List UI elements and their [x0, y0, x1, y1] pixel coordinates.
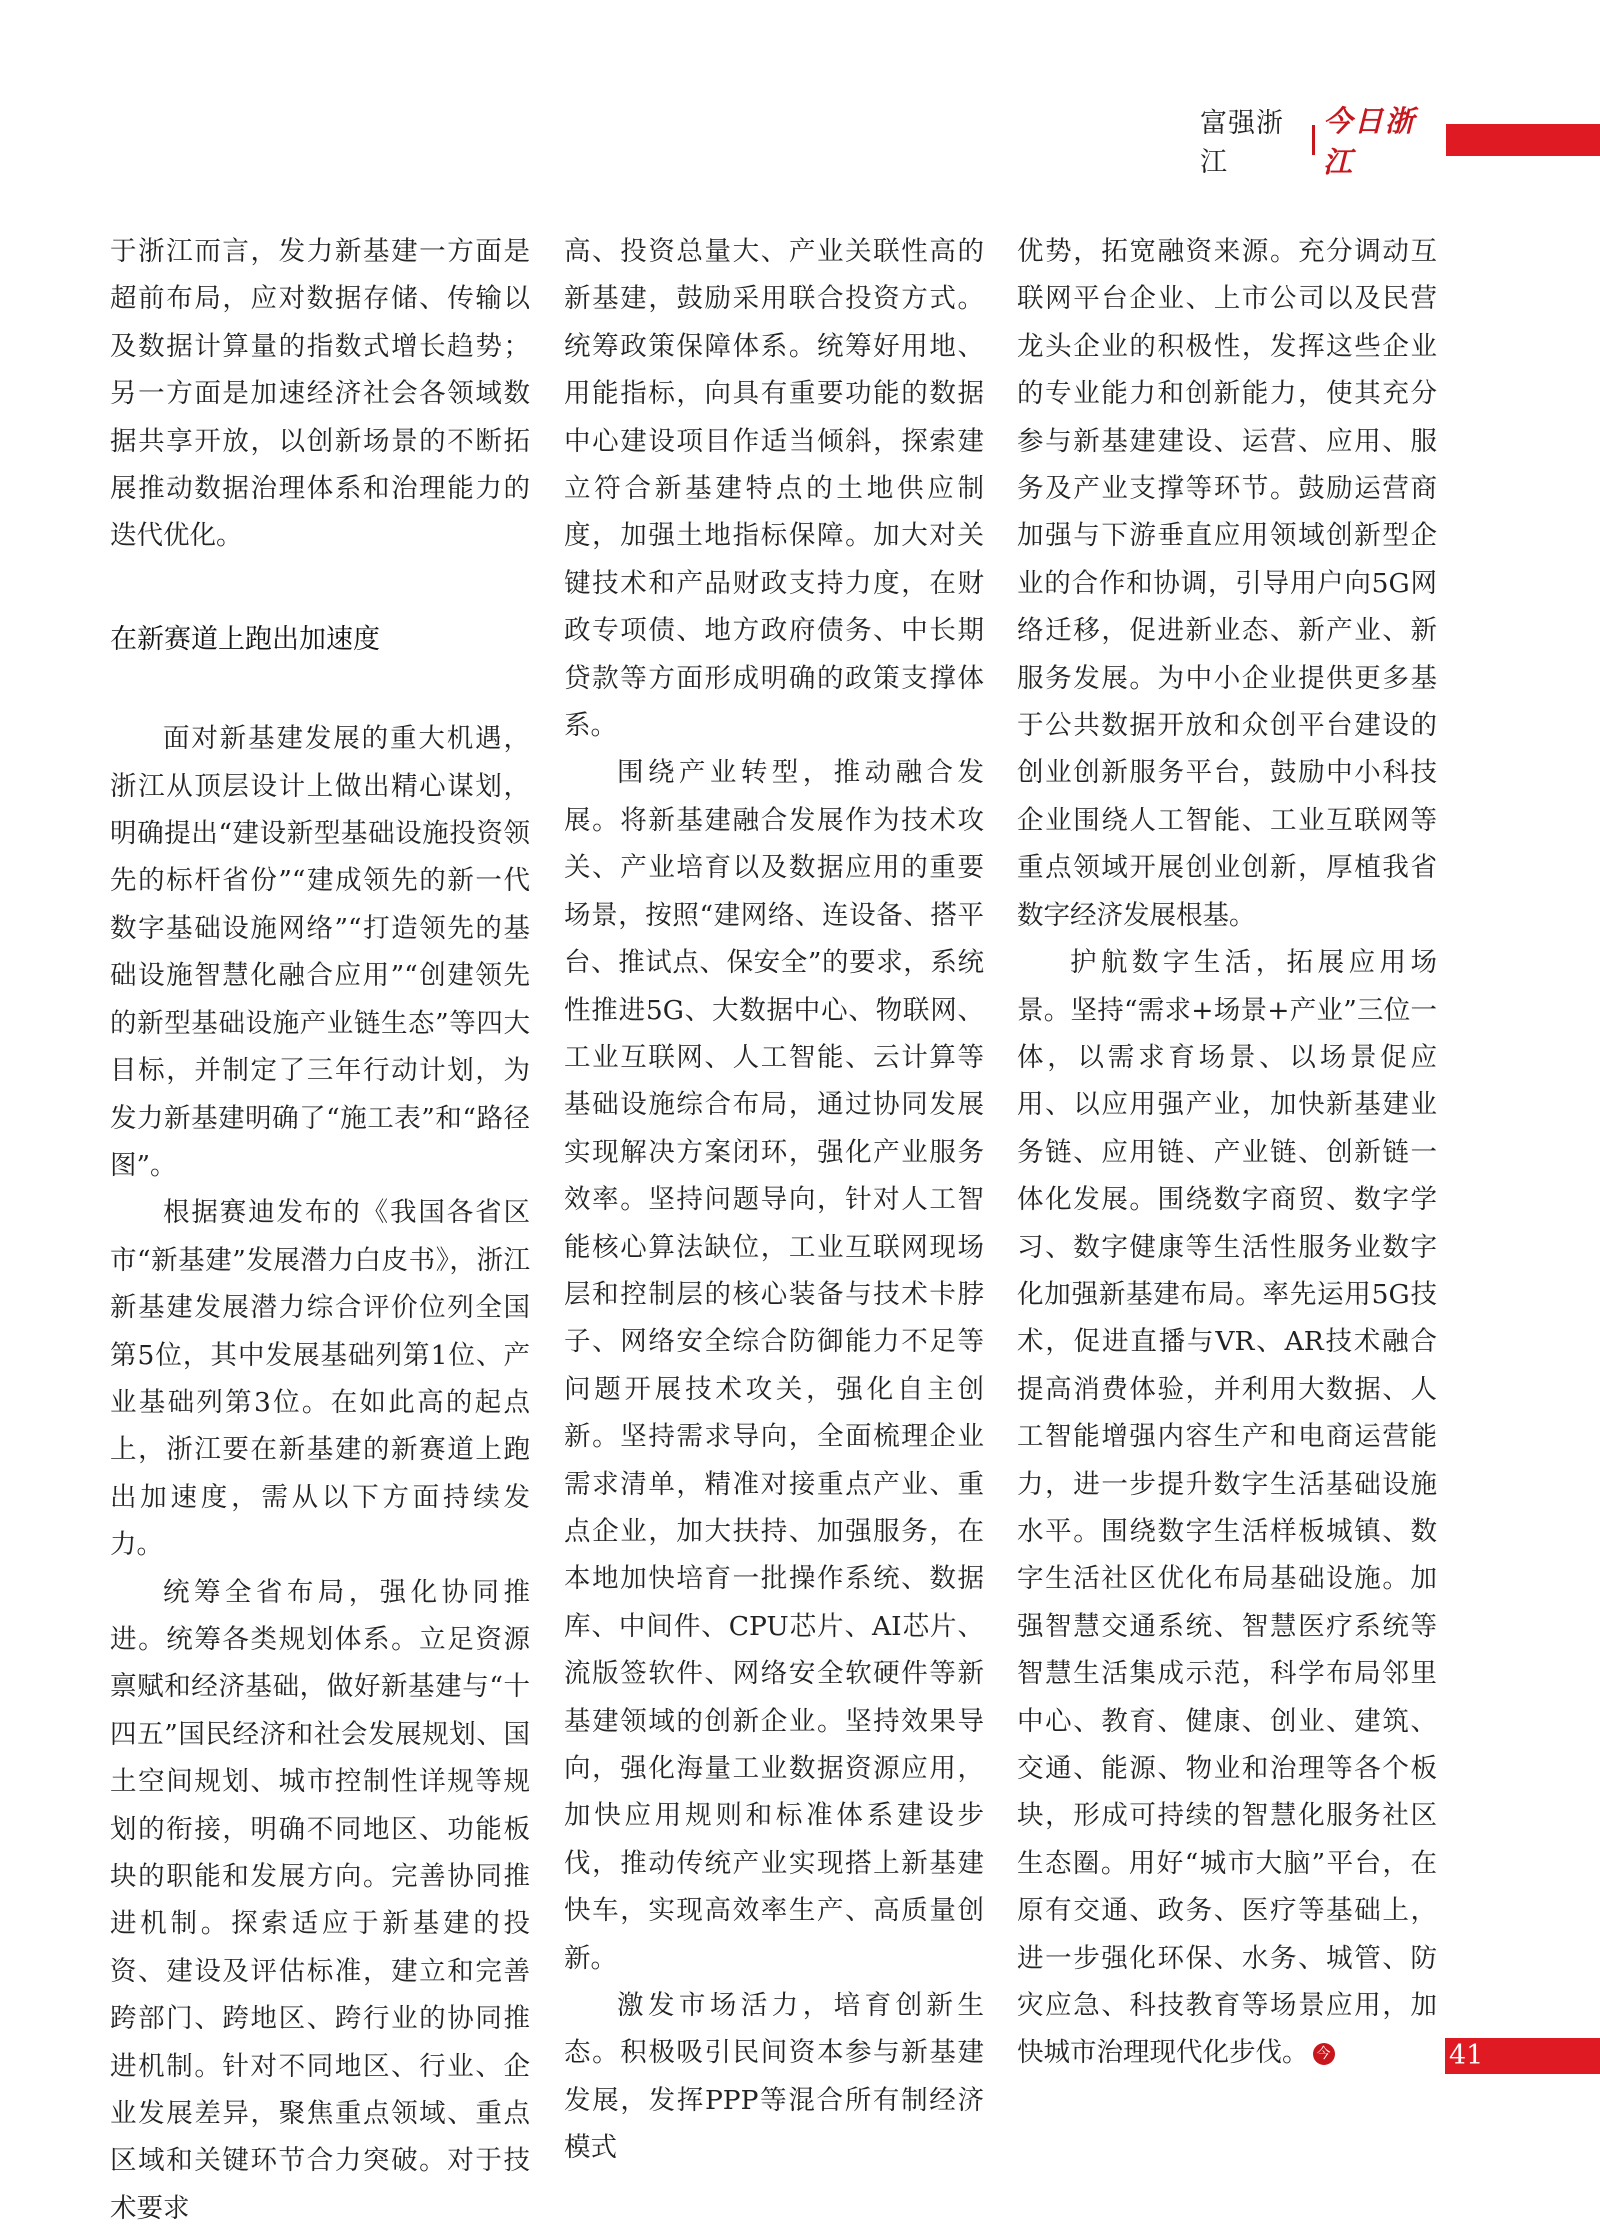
- section-heading: 在新赛道上跑出加速度: [110, 623, 380, 655]
- paragraph: 根据赛迪发布的《我国各省区市“新基建”发展潜力白皮书》，浙江新基建发展潜力综合评价位列全国第5位，其中发展基础列第1位、产业基础列第3位。在如此高的起点上，浙江要在新基建的新赛道上跑出加速度，需从以下方面持续发力。: [110, 1197, 530, 1561]
- section-title: 富强浙江: [1200, 108, 1284, 178]
- end-mark-icon: 今: [1313, 2043, 1335, 2065]
- page-header: [1200, 104, 1600, 179]
- column-3: [1017, 228, 1437, 2077]
- paragraph: 优势，拓宽融资来源。充分调动互联网平台企业、上市公司以及民营龙头企业的积极性，发挥这些企业的专业能力和创新能力，使其充分参与新基建建设、运营、应用、服务及产业支撑等环节。鼓励运营商加强与下游垂直应用领域创新型企业的合作和协调，引导用户向5G网络迁移，促进新业态、新产业、新服务发展。为中小企业提供更多基于公共数据开放和众创平台建设的创业创新服务平台，鼓励中小科技企业围绕人工智能、工业互联网等重点领域开展创业创新，厚植我省数字经济发展根基。: [1017, 236, 1437, 931]
- page-number-bar: [1445, 2038, 1600, 2074]
- column-2: [564, 228, 984, 2172]
- column-1: [110, 228, 530, 2232]
- header-accent-bar: [1446, 124, 1600, 156]
- header-divider: [1312, 125, 1315, 155]
- paragraph: 高、投资总量大、产业关联性高的新基建，鼓励采用联合投资方式。统筹政策保障体系。统筹好用地、用能指标，向具有重要功能的数据中心建设项目作适当倾斜，探索建立符合新基建特点的土地供应制度，加强土地指标保障。加大对关键技术和产品财政支持力度，在财政专项债、地方政府债务、中长期贷款等方面形成明确的政策支撑体系。: [564, 236, 984, 742]
- paragraph-text: 护航数字生活，拓展应用场景。坚持“需求+场景+产业”三位一体，以需求育场景、以场景促应用、以应用强产业，加快新基建业务链、应用链、产业链、创新链一体化发展。围绕数字商贸、数字学习、数字健康等生活性服务业数字化加强新基建布局。率先运用5G技术，促进直播与VR、AR技术融合提高消费体验，并利用大数据、人工智能增强内容生产和电商运营能力，进一步提升数字生活基础设施水平。围绕数字生活样板城镇、数字生活社区优化布局基础设施。加强智慧交通系统、智慧医疗系统等智慧生活集成示范，科学布局邻里中心、教育、健康、创业、建筑、交通、能源、物业和治理等各个板块，形成可持续的智慧化服务社区生态圈。用好“城市大脑”平台，在原有交通、政务、医疗等基础上，进一步强化环保、水务、城管、防灾应急、科技教育等场景应用，加快城市治理现代化步伐。: [1017, 947, 1437, 2069]
- magazine-logo: 今日浙江: [1323, 104, 1417, 179]
- paragraph: 围绕产业转型，推动融合发展。将新基建融合发展作为技术攻关、产业培育以及数据应用的重要场景，按照“建网络、连设备、搭平台、推试点、保安全”的要求，系统性推进5G、大数据中心、物联网、工业互联网、人工智能、云计算等基础设施综合布局，通过协同发展实现解决方案闭环，强化产业服务效率。坚持问题导向，针对人工智能核心算法缺位，工业互联网现场层和控制层的核心装备与技术卡脖子、网络安全综合防御能力不足等问题开展技术攻关，强化自主创新。坚持需求导向，全面梳理企业需求清单，精准对接重点产业、重点企业，加大扶持、加强服务，在本地加快培育一批操作系统、数据库、中间件、CPU芯片、AI芯片、流版签软件、网络安全软硬件等新基建领域的创新企业。坚持效果导向，强化海量工业数据资源应用，加快应用规则和标准体系建设步伐，推动传统产业实现搭上新基建快车，实现高效率生产、高质量创新。: [564, 757, 984, 1974]
- paragraph-last: [1017, 939, 1437, 2077]
- paragraph: 统筹全省布局，强化协同推进。统筹各类规划体系。立足资源禀赋和经济基础，做好新基建与“十四五”国民经济和社会发展规划、国土空间规划、城市控制性详规等规划的衔接，明确不同地区、功能板块的职能和发展方向。完善协同推进机制。探索适应于新基建的投资、建设及评估标准，建立和完善跨部门、跨地区、跨行业的协同推进机制。针对不同地区、行业、企业发展差异，聚焦重点领域、重点区域和关键环节合力突破。对于技术要求: [110, 1576, 530, 2224]
- page-number: 41: [1449, 2040, 1484, 2071]
- paragraph: 面对新基建发展的重大机遇，浙江从顶层设计上做出精心谋划，明确提出“建设新型基础设施投资领先的标杆省份”“建成领先的新一代数字基础设施网络”“打造领先的基础设施智慧化融合应用”“创建领先的新型基础设施产业链生态”等四大目标，并制定了三年行动计划，为发力新基建明确了“施工表”和“路径图”。: [110, 723, 530, 1181]
- paragraph: 激发市场活力，培育创新生态。积极吸引民间资本参与新基建发展，发挥PPP等混合所有制经济模式: [564, 1990, 984, 2164]
- paragraph: 于浙江而言，发力新基建一方面是超前布局，应对数据存储、传输以及数据计算量的指数式增长趋势；另一方面是加速经济社会各领域数据共享开放，以创新场景的不断拓展推动数据治理体系和治理能力的迭代优化。: [110, 236, 530, 552]
